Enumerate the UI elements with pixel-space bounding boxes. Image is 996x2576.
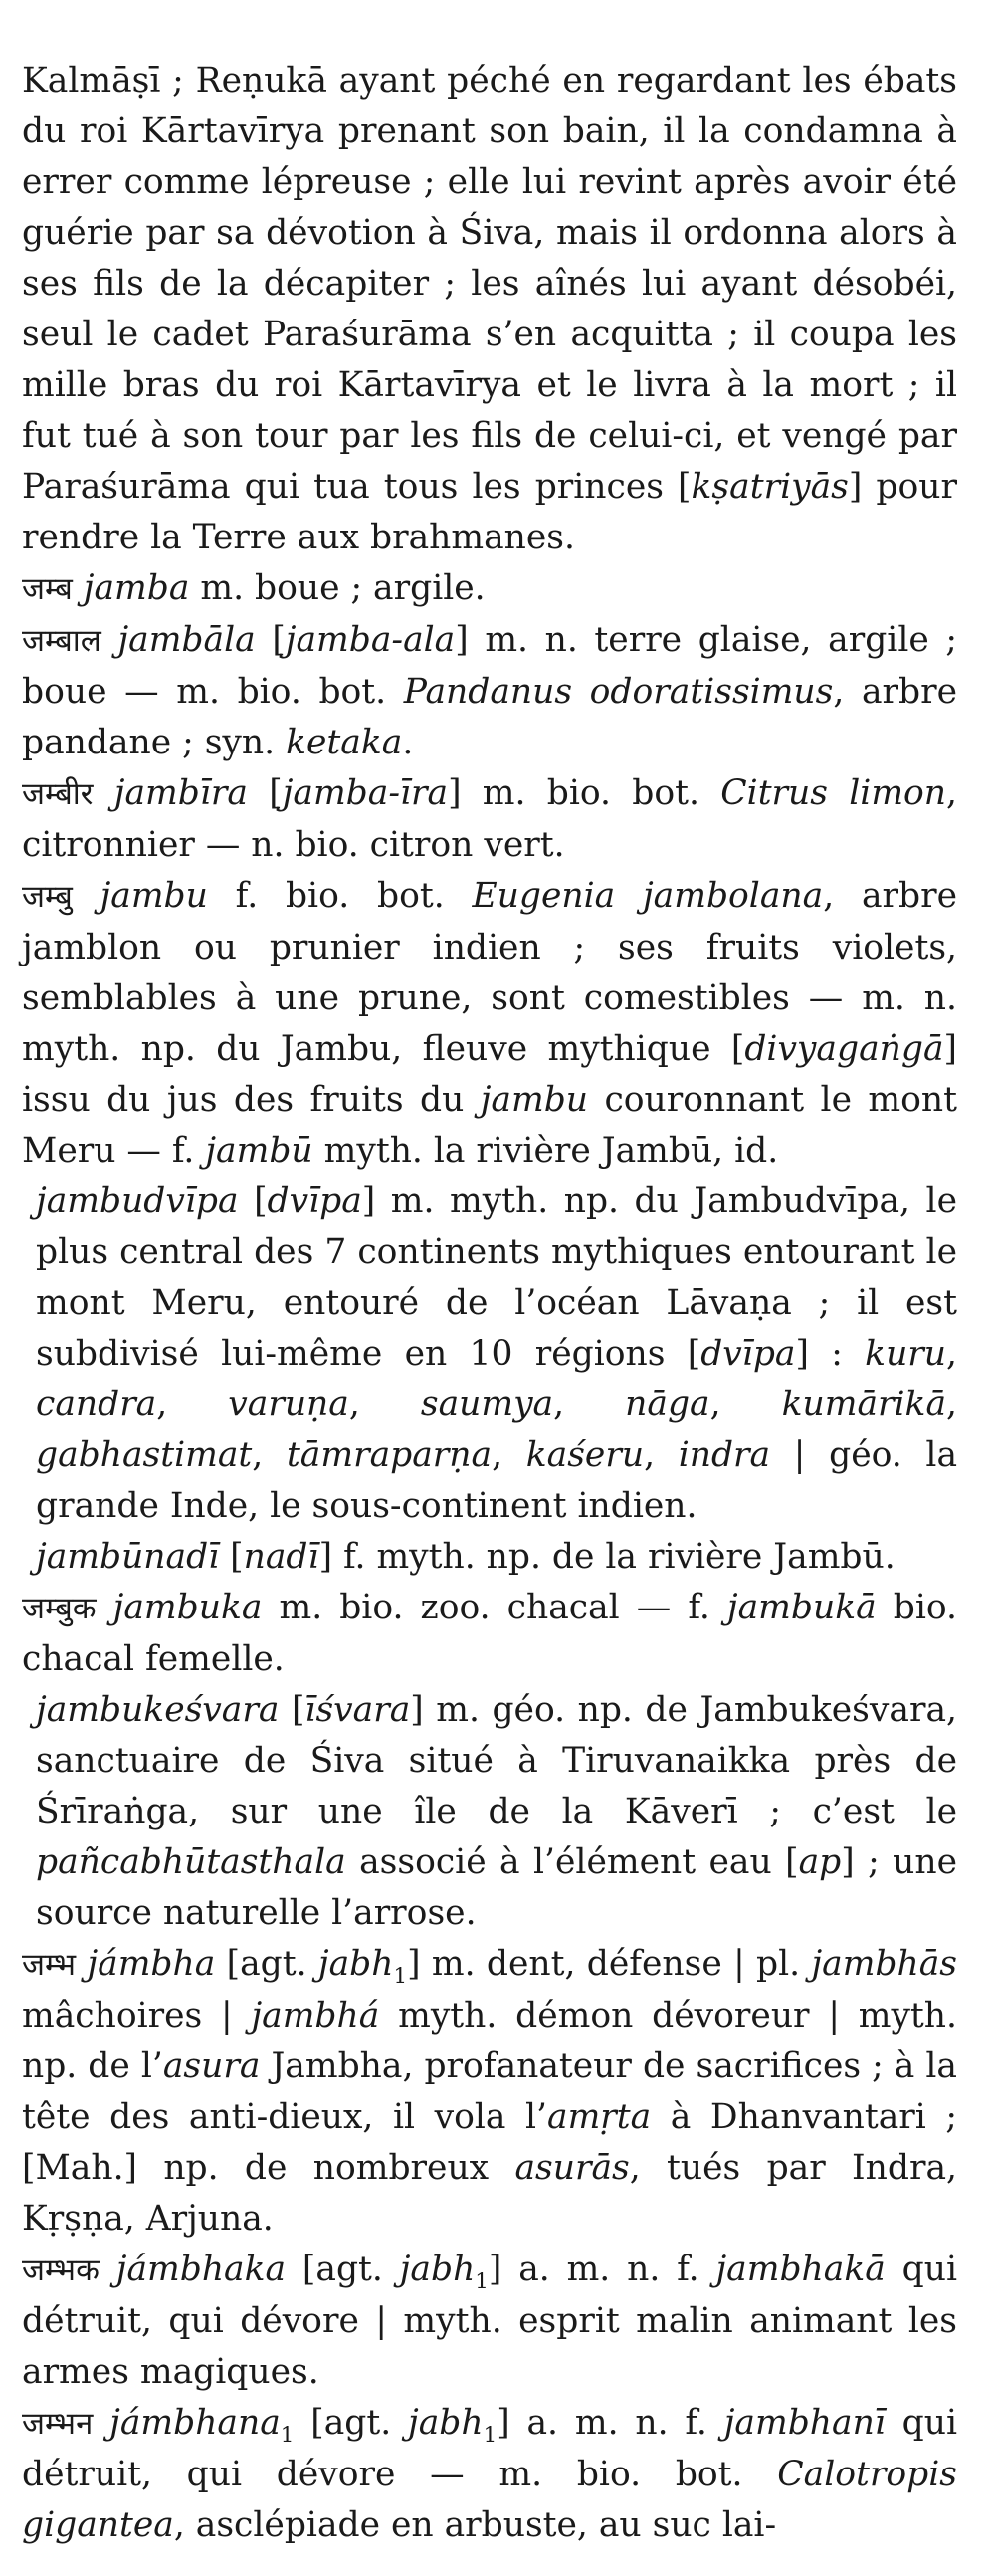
dictionary-entry: [22, 2398, 957, 2551]
entry-text: [73, 876, 100, 916]
italic-term: jambu: [480, 1080, 589, 1120]
italic-term: ketaka: [286, 723, 403, 762]
entry-text: ] ; une source naturelle l’arrose.: [36, 1842, 958, 1933]
entry-text: | géo. la grande Inde, le sous-continent indien.: [36, 1435, 958, 1526]
italic-term: dvīpa: [267, 1181, 362, 1221]
entry-text: [97, 1588, 113, 1627]
devanagari-headword: जम्बाल: [22, 623, 101, 659]
entry-text: ,: [348, 1385, 421, 1424]
entry-text: [: [279, 1690, 305, 1730]
italic-term: jamba: [83, 568, 190, 608]
italic-term: asura: [162, 2046, 261, 2086]
italic-term: jamba-īra: [282, 773, 449, 813]
entry-text: m. boue ; argile.: [189, 568, 486, 608]
entry-text: , asclépiade en arbuste, au suc lai-: [173, 2505, 777, 2545]
italic-term: asurās: [514, 2148, 630, 2188]
subscript-index: 1: [475, 2268, 489, 2294]
italic-term: jambhakā: [715, 2250, 886, 2289]
entry-text: ] m. bio. bot.: [448, 773, 721, 813]
entry-text: ] a. m. n. f.: [497, 2403, 724, 2443]
italic-term: Calotropis gigantea: [22, 2455, 957, 2545]
italic-term: jabh: [408, 2403, 484, 2443]
italic-term: Eugenia jambolana: [472, 876, 824, 916]
entry-text: [: [255, 620, 286, 660]
italic-term: jambīra: [113, 773, 248, 813]
entry-text: [101, 620, 118, 660]
italic-term: jambūnadī: [36, 1537, 220, 1577]
subscript-index: 1: [393, 1963, 408, 1989]
subscript-index: 1: [280, 2422, 295, 2448]
entry-text: ,: [946, 1334, 957, 1374]
entry-text: ,: [644, 1435, 679, 1475]
devanagari-headword: जम्भ: [22, 1947, 77, 1983]
continuation-paragraph: [22, 56, 957, 563]
italic-term: jamba-ala: [285, 620, 456, 660]
entry-text: ] m. géo. np. de Jambukeśvara, sanctuaire de Śiva situé à Tiruvanaikka près de Śrīraṅga, sur une île de la Kāverī ; c’est le: [36, 1690, 957, 1831]
entry-text: [73, 568, 84, 608]
italic-term: jámbha: [87, 1944, 216, 1984]
devanagari-headword: जम्ब: [22, 571, 73, 607]
entry-text: [agt.: [294, 2403, 409, 2443]
italic-term: īśvara: [304, 1690, 411, 1730]
italic-term: jambukā: [726, 1588, 877, 1627]
italic-term: indra: [678, 1435, 771, 1475]
entry-text: [76, 1944, 87, 1984]
entry-text: [agt.: [286, 2250, 400, 2289]
devanagari-headword: जम्भक: [22, 2253, 100, 2288]
entry-text: , arbre jamblon ou prunier indien ; ses fruits violets, semblables à une prune, sont comestibles — m. n. myth. np. du Jambu, fleuve mythique [: [22, 876, 958, 1069]
entry-text: [: [238, 1181, 268, 1221]
entry-text: f. bio. bot.: [207, 876, 473, 916]
entry-text: couronnant le mont Meru — f.: [22, 1080, 957, 1171]
subentry: [22, 1177, 957, 1532]
entry-text: ] :: [795, 1334, 866, 1374]
italic-term: kṣatriyās: [691, 467, 849, 507]
entry-text: , citronnier — n. bio. citron vert.: [22, 773, 957, 865]
entry-text: [: [219, 1537, 244, 1577]
entry-text: ] m. myth. np. du Jambudvīpa, le plus central des 7 continents mythiques entourant le mont Meru, entouré de l’océan Lāvaṇa ; il est subdivisé lui-même en 10 régions [: [36, 1181, 957, 1374]
subentry: [22, 1685, 957, 1939]
italic-term: jambhanī: [723, 2403, 886, 2443]
entry-text: qui détruit, qui dévore | myth. esprit malin animant les armes magiques.: [22, 2250, 957, 2392]
entry-text: ,: [252, 1435, 287, 1475]
italic-term: dvīpa: [700, 1334, 796, 1374]
entry-text: qui détruit, qui dévore — m. bio. bot.: [22, 2403, 957, 2494]
italic-term: varuṇa: [228, 1385, 349, 1424]
italic-term: saumya: [420, 1385, 554, 1424]
italic-term: gabhastimat: [36, 1435, 253, 1475]
entry-text: mâchoires |: [22, 1996, 252, 2036]
entry-text: ,: [946, 1385, 958, 1424]
italic-term: ap: [798, 1842, 842, 1882]
italic-term: jambukeśvara: [36, 1690, 280, 1730]
entry-text: [: [247, 773, 283, 813]
entry-text: ] pour rendre la Terre aux brahmanes.: [22, 467, 957, 557]
italic-term: jabh: [399, 2250, 476, 2289]
italic-term: jambhá: [251, 1996, 380, 2036]
dictionary-entry: [22, 563, 957, 615]
entry-text: ,: [156, 1385, 229, 1424]
subscript-index: 1: [483, 2422, 498, 2448]
entry-text: ] m. dent, défense | pl.: [407, 1944, 812, 1984]
entry-text: m. bio. zoo. chacal — f.: [262, 1588, 727, 1627]
italic-term: nāga: [625, 1385, 710, 1424]
italic-term: kumārikā: [781, 1385, 947, 1424]
italic-term: kaśeru: [525, 1435, 645, 1475]
italic-term: jabh: [317, 1944, 394, 1984]
entry-text: [93, 2403, 109, 2443]
italic-term: jámbhana: [109, 2403, 281, 2443]
dictionary-entry: [22, 615, 957, 768]
devanagari-headword: जम्भन: [22, 2406, 94, 2442]
italic-term: jambudvīpa: [36, 1181, 239, 1221]
entry-text: .: [402, 723, 414, 762]
italic-term: jambū: [205, 1131, 313, 1171]
entry-text: Kalmāṣī ; Reṇukā ayant péché en regardant les ébats du roi Kārtavīrya prenant son bain, il la condamna à errer comme lépreuse ; elle lui revint après avoir été guérie par sa dévotion à Śiva, mais il ordonna alors à ses fils de la décapiter ; les aînés lui ayant désobéi, seul le cadet Paraśurāma s’en acquitta ; il coupa les mille bras du roi Kārtavīrya et le livra à la mort ; il fut tué à son tour par les fils de celui-ci, et vengé par Paraśurāma qui tua tous les princes [: [22, 61, 957, 507]
entry-text: à Dhanvantari ; [Mah.] np. de nombreux: [22, 2097, 958, 2188]
italic-term: kuru: [865, 1334, 947, 1374]
italic-term: jambu: [100, 876, 208, 916]
entry-text: ] f. myth. np. de la rivière Jambū.: [318, 1537, 896, 1577]
italic-term: jambāla: [117, 620, 256, 660]
dictionary-entry: [22, 1939, 957, 2245]
entry-text: [94, 773, 114, 813]
entry-text: , tués par Indra, Kṛṣṇa, Arjuna.: [22, 2148, 957, 2239]
entry-text: myth. démon dévoreur | myth. np. de l’: [22, 1996, 957, 2086]
italic-term: tāmraparṇa: [286, 1435, 493, 1475]
subentry: [22, 1532, 957, 1583]
devanagari-headword: जम्बुक: [22, 1591, 97, 1626]
entry-text: [agt.: [215, 1944, 318, 1984]
italic-term: amṛta: [547, 2097, 652, 2137]
italic-term: candra: [36, 1385, 157, 1424]
devanagari-headword: जम्बीर: [22, 776, 94, 812]
entry-text: ] issu du jus des fruits du: [22, 1029, 957, 1120]
italic-term: nadī: [243, 1537, 319, 1577]
dictionary-page: [22, 56, 957, 2551]
entry-text: bio. chacal femelle.: [22, 1588, 957, 1679]
entry-text: ,: [492, 1435, 526, 1475]
italic-term: jámbhaka: [115, 2250, 287, 2289]
entry-text: ,: [553, 1385, 626, 1424]
entry-text: associé à l’élément eau [: [345, 1842, 799, 1882]
entry-text: ,: [709, 1385, 782, 1424]
entry-text: myth. la rivière Jambū, id.: [312, 1131, 779, 1171]
entry-text: , arbre pandane ; syn.: [22, 672, 957, 762]
dictionary-entry: [22, 1583, 957, 1685]
italic-term: jambhās: [811, 1944, 957, 1984]
dictionary-entry: [22, 768, 957, 871]
italic-term: jambuka: [112, 1588, 263, 1627]
italic-term: Citrus limon: [720, 773, 947, 813]
italic-term: pañcabhūtasthala: [36, 1842, 346, 1882]
entry-text: Jambha, profanateur de sacrifices ; à la tête des anti-dieux, il vola l’: [22, 2046, 957, 2137]
italic-term: divyagaṅgā: [744, 1029, 944, 1069]
italic-term: Pandanus odoratissimus: [403, 672, 834, 712]
entry-text: ] a. m. n. f.: [488, 2250, 716, 2289]
entry-text: ] m. n. terre glaise, argile ; boue — m. bio. bot.: [22, 620, 957, 712]
dictionary-entry: [22, 871, 957, 1177]
dictionary-entry: [22, 2245, 957, 2398]
devanagari-headword: जम्बु: [22, 879, 73, 915]
entry-text: [100, 2250, 116, 2289]
